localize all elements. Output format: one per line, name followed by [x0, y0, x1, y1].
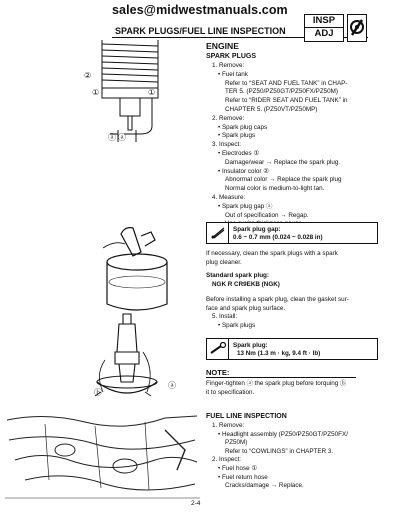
fuel-line-section	[206, 412, 386, 491]
standard-plug	[206, 272, 386, 289]
badge-adj: ADJ	[305, 27, 343, 40]
page-number: 2-4	[191, 500, 201, 507]
before-install-line-2: face and spark plug surface.	[206, 304, 286, 312]
torque-spec-label: Spark plug:	[233, 342, 268, 349]
fuel-step-2-note: Cracks/damage → Replace.	[225, 482, 304, 490]
step-4-item: • Spark plug gap ⓐ	[218, 202, 273, 210]
plug-cleaning-illustration	[85, 222, 185, 317]
step-3-item-2-note-1: Abnormal color → Replace the spark plug	[225, 176, 342, 184]
fuel-line-heading: FUEL LINE INSPECTION	[206, 413, 287, 420]
badge-insp: INSP	[312, 15, 336, 26]
note-title: NOTE:	[206, 368, 230, 377]
callout-finger-a: ⓐ	[168, 381, 176, 390]
step-1-ref-2: TER 5. (PZ50/PZ50GT/PZ50FX/PZ50M)	[225, 88, 339, 96]
step-3-item-1-note: Damage/wear → Replace the spark plug.	[225, 158, 341, 166]
step-2-item-1: • Spark plug caps	[218, 123, 268, 131]
step-3-item-2: • Insulator color ②	[218, 167, 269, 175]
step-1-ref-4: CHAPTER 5. (PZ50VT/PZ50MP)	[225, 105, 318, 113]
step-1-item: • Fuel tank	[218, 70, 248, 78]
fuel-step-1-item: • Headlight assembly (PZ50/PZ50GT/PZ50FX/	[218, 430, 348, 438]
step-5: 5. Install:	[212, 313, 238, 321]
step-3: 3. Inspect:	[212, 141, 242, 149]
gap-spec-label: Spark plug gap:	[233, 226, 281, 233]
install-instructions	[206, 296, 386, 330]
step-5-item: • Spark plugs	[218, 321, 256, 329]
fuel-step-1: 1. Remove:	[212, 422, 245, 429]
step-2-item-2: • Spark plugs	[218, 132, 256, 140]
torque-spec-value: 13 Nm (1.3 m · kg, 9.4 ft · lb)	[237, 350, 321, 357]
spark-plug-gap-spec	[206, 222, 378, 244]
note-body	[206, 380, 391, 397]
callout-gap-a-1: ⓐ	[108, 133, 116, 142]
callout-insulator: ②	[84, 71, 92, 80]
step-4-item-note-1: Out of specification → Regap.	[225, 211, 309, 219]
spark-plug-torque-spec	[206, 338, 378, 360]
cleaning-note-line-1: If necessary, clean the spark plugs with a spark	[206, 250, 338, 257]
insp-adj-badge	[304, 14, 344, 42]
callout-electrode-left: ①	[92, 88, 100, 97]
step-3-item-1: • Electrodes ①	[218, 149, 260, 157]
step-1-ref-3: Refer to “RIDER SEAT AND FUEL TANK” in	[225, 97, 348, 105]
fuel-line-illustration	[5, 410, 200, 500]
gap-spec-text	[233, 226, 323, 242]
fuel-step-2-item-1: • Fuel hose ①	[218, 464, 258, 472]
fuel-step-1-item-cont: PZ50M)	[225, 439, 248, 447]
engine-section	[206, 41, 384, 229]
step-3-item-2-note-2: Normal color is medium-to-light tan.	[225, 185, 325, 193]
note-line-2: it to specification.	[206, 388, 255, 396]
before-install-line-1: Before installing a spark plug, clean the gasket sur-	[206, 296, 349, 303]
torque-spec-text	[233, 342, 320, 358]
callout-electrode-right: ①	[148, 88, 156, 97]
note-line-1: Finger-tighten ⓐ the spark plug before torquing ⓑ	[206, 380, 347, 387]
callout-gap-a-2: ⓐ	[118, 133, 126, 142]
step-2: 2. Remove:	[212, 114, 245, 122]
step-4: 4. Measure:	[212, 193, 246, 201]
cleaning-note-line-2: plug cleaner.	[206, 258, 242, 266]
step-1-ref-1: Refer to “SEAT AND FUEL TANK” in CHAP-	[225, 79, 348, 87]
site-url: sales@midwestmanuals.com	[112, 3, 288, 17]
note-rule	[206, 377, 356, 378]
fuel-step-2: 2. Inspect:	[212, 456, 242, 464]
feeler-gauge-icon	[207, 223, 229, 243]
gap-spec-value: 0.6 ~ 0.7 mm (0.024 ~ 0.028 in)	[233, 234, 323, 241]
fuel-step-2-item-2: • Fuel return hose	[218, 473, 268, 481]
page-header-title: SPARK PLUGS/FUEL LINE INSPECTION	[115, 26, 286, 36]
section-heading-engine: ENGINE	[206, 41, 239, 51]
callout-torque-b: ⓑ	[94, 388, 102, 397]
torque-wrench-icon	[207, 339, 229, 359]
standard-plug-value: NGK R CR9EKB (NGK)	[212, 280, 280, 288]
wrench-icon	[347, 14, 367, 42]
subsection-heading-spark-plugs: SPARK PLUGS	[206, 53, 257, 60]
step-1: 1. Remove:	[212, 62, 245, 69]
cleaning-note	[206, 250, 386, 267]
fuel-step-1-ref: Refer to “COWLINGS” in CHAPTER 3.	[225, 447, 334, 455]
standard-plug-label: Standard spark plug:	[206, 272, 269, 279]
